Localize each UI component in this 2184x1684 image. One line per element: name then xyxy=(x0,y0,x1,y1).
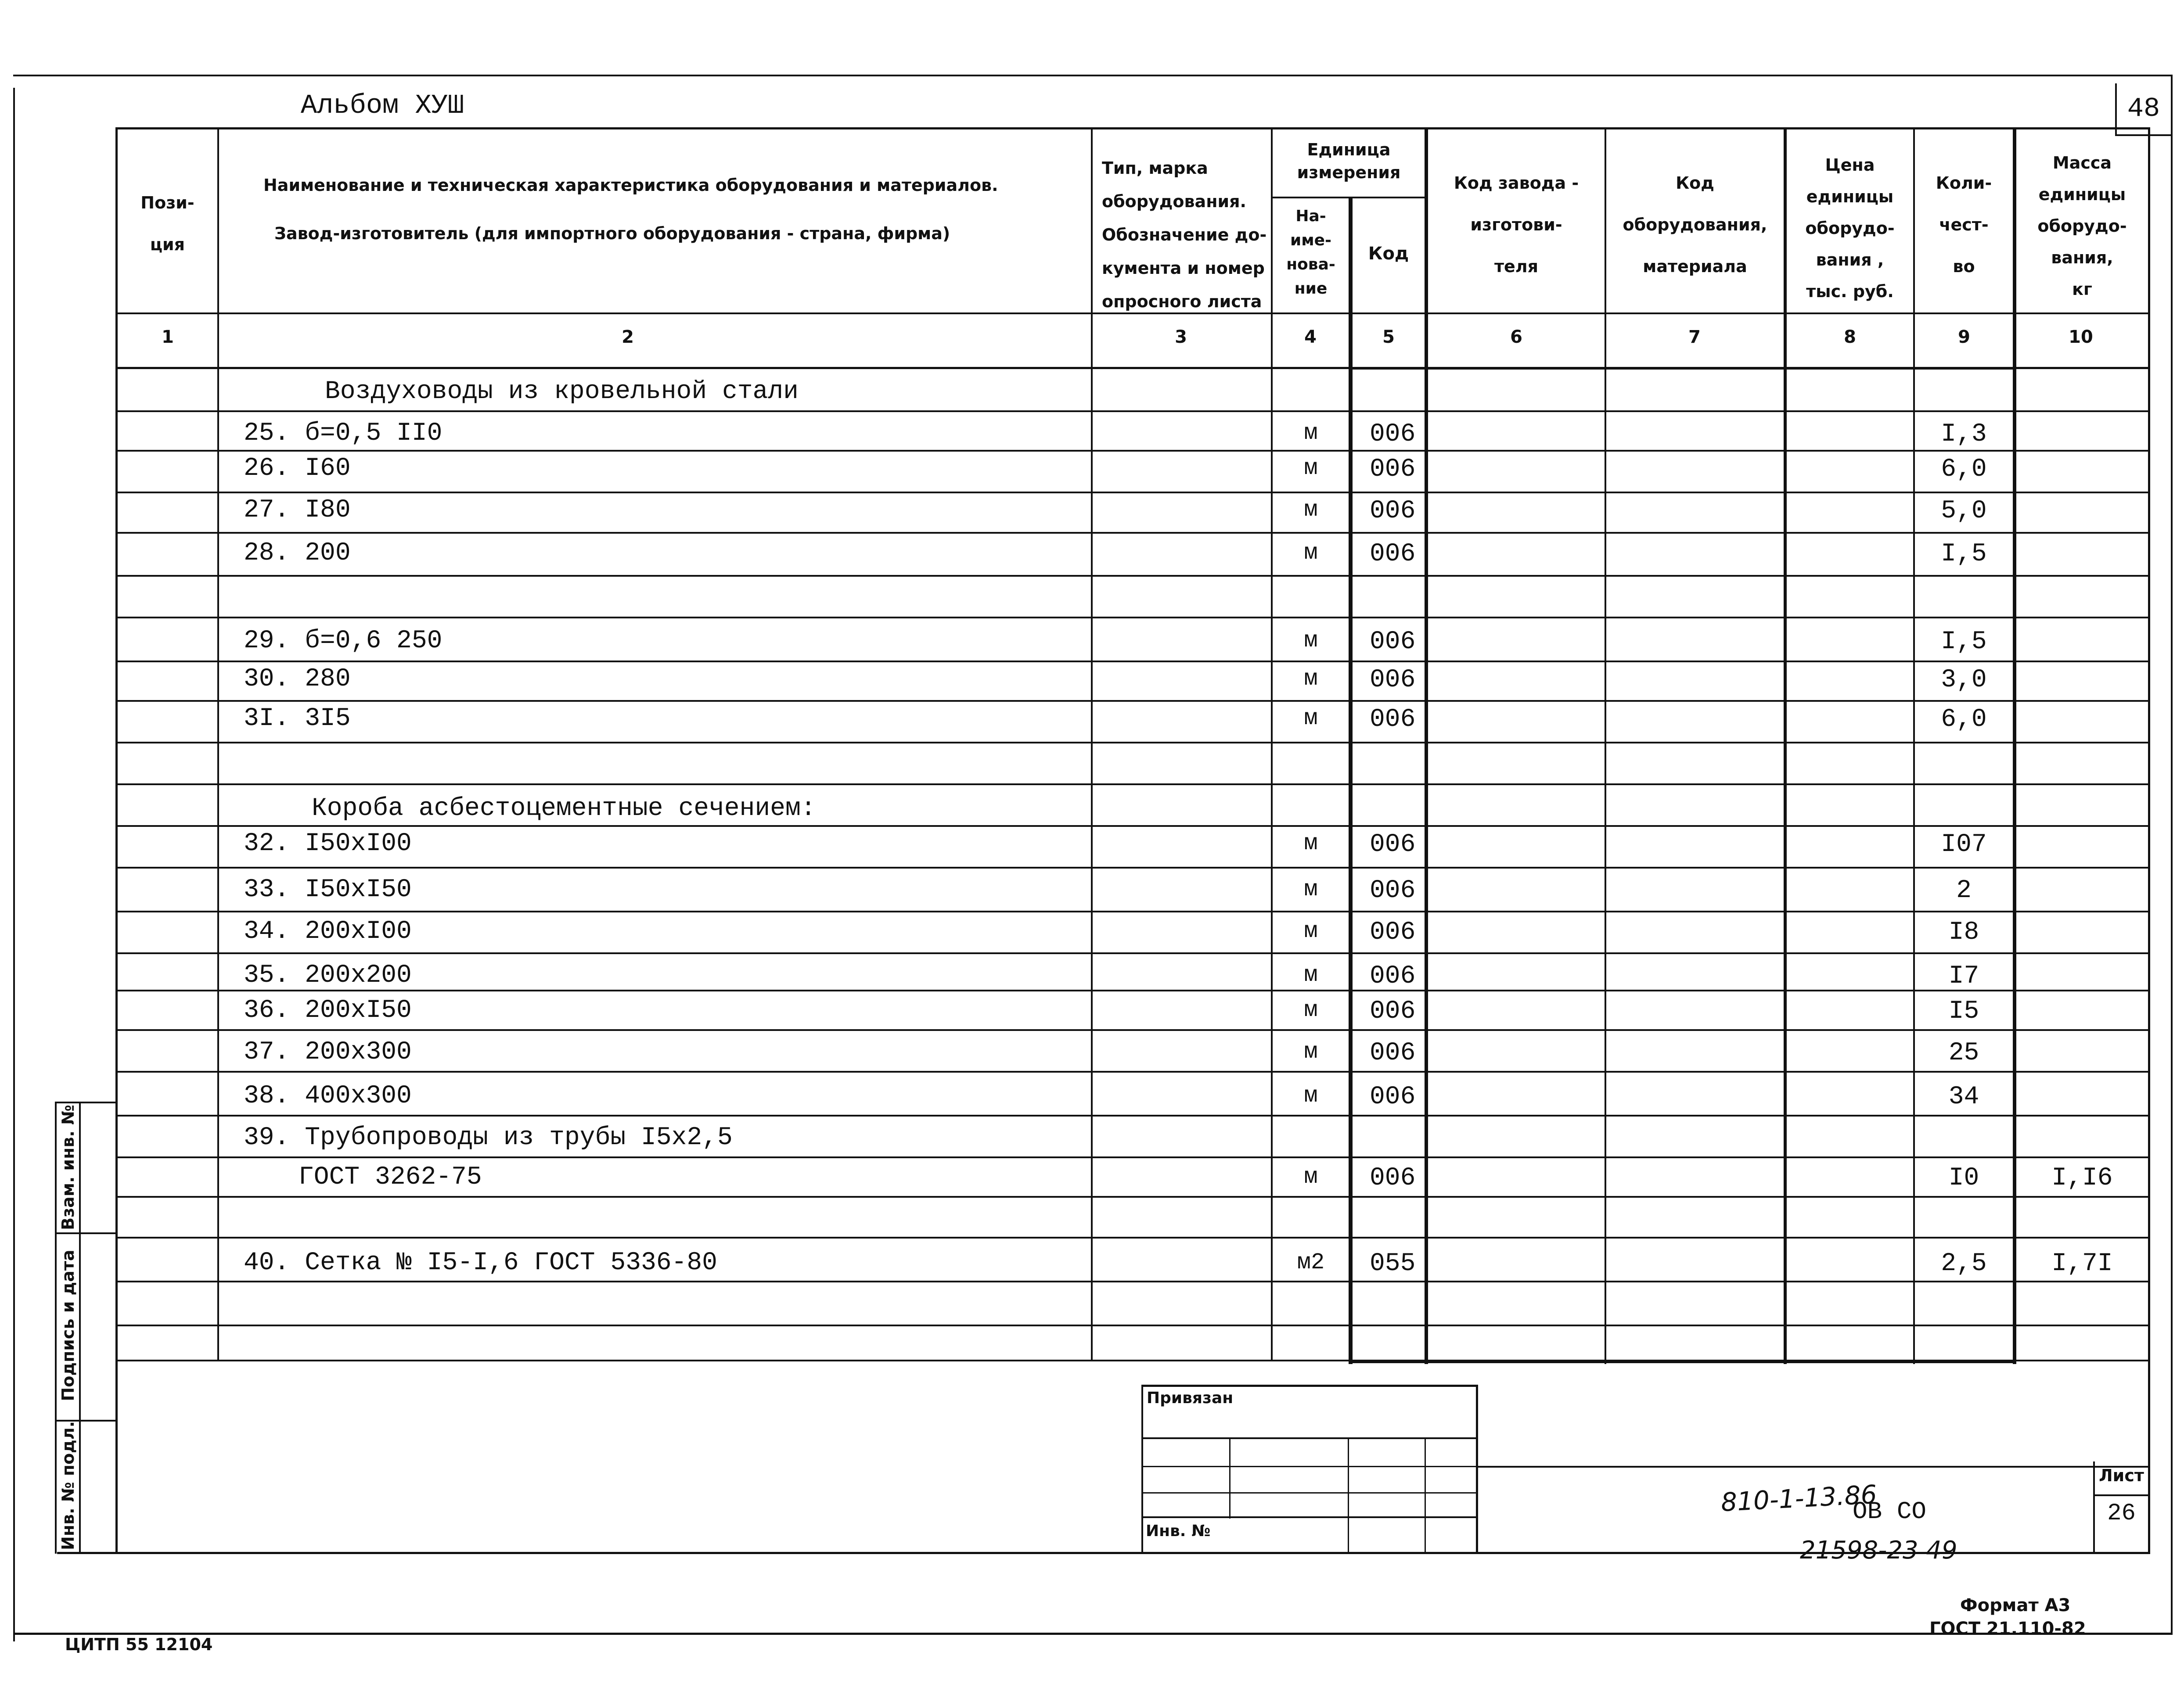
header-col6: Код завода - изготови- теля xyxy=(1454,173,1579,276)
row-name: 27. I80 xyxy=(244,496,351,524)
col-div-7 xyxy=(1784,127,1787,1364)
frame-top xyxy=(13,75,2171,76)
row-divider xyxy=(115,1237,2150,1239)
inner-right xyxy=(2148,127,2150,1554)
row-unit: м xyxy=(1304,1039,1318,1065)
row-divider xyxy=(115,1029,2150,1031)
row-name: 3I. 3I5 xyxy=(244,704,351,733)
row-code: 006 xyxy=(1370,876,1416,905)
row-code: 006 xyxy=(1370,1083,1416,1111)
row-divider xyxy=(115,867,2150,869)
row-divider xyxy=(115,1196,2150,1198)
row-qty: 34 xyxy=(1948,1083,1979,1111)
row-code: 006 xyxy=(1370,540,1416,568)
row-divider xyxy=(115,450,2150,452)
header-col2-line2: Завод-изготовитель (для импортного оборудования - страна, фирма) xyxy=(274,224,950,243)
row-name: 32. I50xI00 xyxy=(244,829,412,858)
row-divider xyxy=(115,1281,2150,1282)
row-qty: I,3 xyxy=(1941,420,1987,449)
header-col2-line1: Наименование и техническая характеристика оборудования и материалов. xyxy=(263,176,998,195)
row-divider xyxy=(115,783,2150,785)
row-code: 006 xyxy=(1370,918,1416,947)
row-code: 006 xyxy=(1370,497,1416,525)
row-divider xyxy=(115,1071,2150,1073)
header-col4: На- име- нова- ние xyxy=(1286,207,1335,298)
frame-right xyxy=(2171,75,2173,1635)
column-number-1: 1 xyxy=(162,327,174,347)
stamp-v2 xyxy=(1348,1437,1349,1554)
column-number-9: 9 xyxy=(1958,327,1970,347)
row-name: 40. Сетка № I5-I,6 ГОСТ 5336-80 xyxy=(244,1249,717,1277)
footer-gost: ГОСТ 21.110-82 xyxy=(1929,1619,2086,1639)
doc-number-handwritten: 810-1-13.86 xyxy=(1720,1479,1878,1518)
row-code: 006 xyxy=(1370,1164,1416,1192)
header-col7: Код оборудования, материала xyxy=(1623,173,1767,276)
row-divider xyxy=(115,492,2150,493)
row-unit: м xyxy=(1304,918,1318,944)
sheet-corner-number: 48 xyxy=(2127,93,2160,124)
row-name: 29. б=0,6 250 xyxy=(244,627,443,655)
col-div-9 xyxy=(2013,127,2016,1364)
row-qty: 2,5 xyxy=(1941,1250,1987,1278)
header-col10: Масса единицы оборудо- вания, кг xyxy=(2037,153,2127,299)
corner-box-bottom xyxy=(2115,134,2172,136)
row-unit: м xyxy=(1304,997,1318,1023)
row-unit: м xyxy=(1304,830,1318,856)
row-qty: I07 xyxy=(1941,830,1987,859)
sheet-label: Лист xyxy=(2099,1466,2144,1485)
row-code: 006 xyxy=(1370,997,1416,1026)
row-unit: м xyxy=(1304,876,1318,902)
stamp-line-3 xyxy=(1141,1492,1477,1494)
row-code: 006 xyxy=(1370,666,1416,694)
stamp-line-1 xyxy=(1141,1437,1477,1439)
column-number-2: 2 xyxy=(622,327,634,347)
row-code: 006 xyxy=(1370,628,1416,656)
row-code: 055 xyxy=(1370,1250,1416,1278)
side-label-podpis: Подпись и дата xyxy=(58,1250,78,1401)
stamp-v3 xyxy=(1425,1437,1426,1554)
row-unit: м xyxy=(1304,628,1318,653)
row-name: 33. I50xI50 xyxy=(244,876,412,904)
row-code: 006 xyxy=(1370,455,1416,484)
row-qty: I,5 xyxy=(1941,628,1987,656)
header-col3: Тип, марка оборудования. Обозначение до- кумента и номер опросного листа xyxy=(1102,158,1267,311)
row-unit: м xyxy=(1304,705,1318,731)
row-divider xyxy=(115,1360,2150,1361)
header-units-group: Единица измерения xyxy=(1297,140,1401,182)
stamp-v1 xyxy=(1229,1437,1231,1519)
row-divider xyxy=(115,990,2150,991)
row-name: 36. 200xI50 xyxy=(244,996,412,1025)
row-divider xyxy=(115,700,2150,702)
row-name: Короба асбестоцементные сечением: xyxy=(312,794,816,823)
column-number-3: 3 xyxy=(1175,327,1187,347)
row-name: 37. 200x300 xyxy=(244,1038,412,1066)
row-qty: I,5 xyxy=(1941,540,1987,568)
stamp-left xyxy=(1141,1385,1143,1554)
side-box-inner xyxy=(79,1102,81,1554)
row-unit: м xyxy=(1304,420,1318,446)
col-div-2 xyxy=(1091,127,1093,1361)
row-code: 006 xyxy=(1370,705,1416,734)
row-qty: 3,0 xyxy=(1941,666,1987,694)
row-divider xyxy=(115,617,2150,618)
row-name: 39. Трубопроводы из трубы I5x2,5 xyxy=(244,1124,733,1152)
stamp-top xyxy=(1141,1385,1477,1387)
row-qty: 2 xyxy=(1956,876,1972,905)
frame-bottom xyxy=(13,1633,2171,1635)
row-name: 30. 280 xyxy=(244,665,351,693)
row-qty: 25 xyxy=(1948,1039,1979,1067)
row-divider xyxy=(115,911,2150,912)
row-qty: 6,0 xyxy=(1941,455,1987,484)
row-divider xyxy=(115,1325,2150,1326)
col-div-6 xyxy=(1605,127,1606,1364)
title-line xyxy=(1477,1466,2149,1468)
column-number-6: 6 xyxy=(1510,327,1522,347)
stamp-line-4 xyxy=(1141,1516,1477,1518)
row-divider xyxy=(115,1115,2150,1117)
row-mass: I,7I xyxy=(2051,1250,2113,1278)
side-box-left xyxy=(55,1102,57,1554)
row-qty: I0 xyxy=(1948,1164,1979,1192)
row-name: 25. б=0,5 II0 xyxy=(244,419,443,448)
column-number-10: 10 xyxy=(2069,327,2093,347)
row-name: ГОСТ 3262-75 xyxy=(299,1163,482,1192)
row-divider xyxy=(115,575,2150,577)
row-qty: I8 xyxy=(1948,918,1979,947)
inner-left xyxy=(115,127,118,1554)
data-box-top xyxy=(1349,367,2016,370)
row-unit: м xyxy=(1304,666,1318,692)
row-name: 26. I60 xyxy=(244,454,351,483)
sheet-cell-mid xyxy=(2093,1494,2149,1496)
row-mass: I,I6 xyxy=(2051,1164,2113,1192)
sheet-number: 26 xyxy=(2107,1500,2136,1527)
column-number-7: 7 xyxy=(1688,327,1701,347)
row-code: 006 xyxy=(1370,420,1416,449)
col-div-4 xyxy=(1349,197,1353,1364)
side-div-1 xyxy=(55,1232,116,1234)
row-code: 006 xyxy=(1370,1039,1416,1067)
album-title: Альбом ХУШ xyxy=(301,90,464,121)
row-unit: м xyxy=(1304,1164,1318,1190)
header-col9: Коли- чест- во xyxy=(1936,173,1992,276)
side-box-top xyxy=(55,1102,116,1103)
header-col5: Код xyxy=(1368,244,1409,264)
row-qty: 6,0 xyxy=(1941,705,1987,734)
handwritten-inventory: 21598-23 49 xyxy=(1800,1536,1957,1565)
column-number-8: 8 xyxy=(1844,327,1856,347)
row-divider xyxy=(115,1156,2150,1158)
row-divider xyxy=(115,825,2150,827)
row-divider xyxy=(115,742,2150,743)
row-code: 006 xyxy=(1370,962,1416,991)
inner-top xyxy=(115,127,2150,129)
row-code: 006 xyxy=(1370,830,1416,859)
row-qty: I7 xyxy=(1948,962,1979,991)
row-name: 28. 200 xyxy=(244,539,351,567)
doc-code: ОВ СО xyxy=(1853,1497,1927,1526)
row-divider xyxy=(115,410,2150,412)
row-unit: м2 xyxy=(1297,1250,1325,1275)
stamp-right xyxy=(1476,1385,1478,1554)
footer-tsitp: ЦИТП 55 12104 xyxy=(65,1635,213,1654)
row-qty: I5 xyxy=(1948,997,1979,1026)
col-div-3 xyxy=(1271,127,1273,1361)
row-name: Воздуховоды из кровельной стали xyxy=(325,377,799,406)
row-unit: м xyxy=(1304,540,1318,566)
row-divider xyxy=(115,952,2150,954)
row-name: 35. 200x200 xyxy=(244,961,412,990)
row-qty: 5,0 xyxy=(1941,497,1987,525)
stamp-line-2 xyxy=(1141,1466,1477,1467)
side-label-inv-podl: Инв. № подл. xyxy=(58,1421,78,1551)
row-name: 34. 200xI00 xyxy=(244,917,412,946)
row-unit: м xyxy=(1304,1083,1318,1109)
col-div-1 xyxy=(217,127,219,1361)
footer-format: Формат А3 xyxy=(1960,1595,2071,1616)
header-col8: Цена единицы оборудо- вания , тыс. руб. xyxy=(1805,155,1895,301)
unit-split xyxy=(1271,197,1425,198)
stamp-inv-no: Инв. № xyxy=(1146,1522,1211,1540)
column-number-4: 4 xyxy=(1304,327,1317,347)
row-unit: м xyxy=(1304,962,1318,988)
row-divider xyxy=(115,532,2150,534)
row-divider xyxy=(115,661,2150,662)
frame-left xyxy=(13,88,15,1641)
stamp-privyazan: Привязан xyxy=(1147,1389,1234,1407)
row-unit: м xyxy=(1304,455,1318,481)
column-number-5: 5 xyxy=(1382,327,1395,347)
row-name: 38. 400x300 xyxy=(244,1082,412,1110)
row-unit: м xyxy=(1304,497,1318,523)
side-label-vzam: Взам. инв. № xyxy=(58,1105,78,1230)
header-col1: Пози- ция xyxy=(140,193,194,254)
